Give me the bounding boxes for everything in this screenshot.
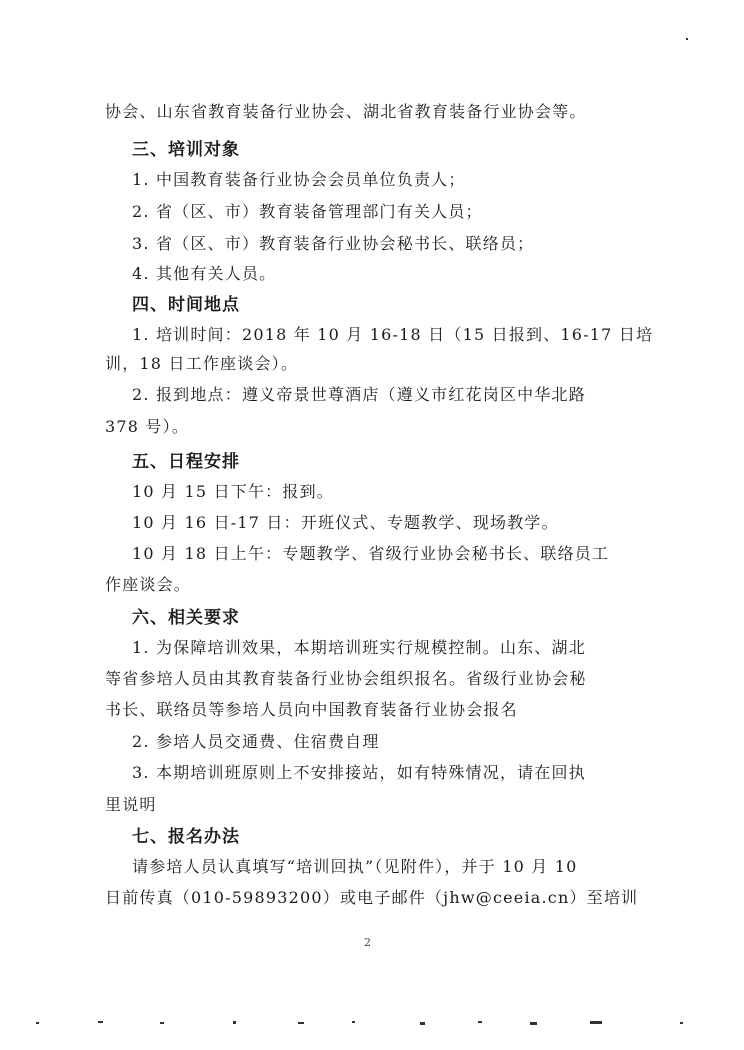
scan-artifact <box>530 1022 537 1025</box>
body-line: 2. 省（区、市）教育装备管理部门有关人员； <box>132 202 483 221</box>
section-heading-registration: 七、报名办法 <box>132 827 240 847</box>
body-line: 等省参培人员由其教育装备行业协会组织报名。省级行业协会秘 <box>105 669 587 688</box>
body-line: 里说明 <box>105 795 157 814</box>
scan-artifact <box>686 38 688 40</box>
scan-artifact <box>590 1021 602 1024</box>
body-line: 作座谈会。 <box>105 575 192 594</box>
body-line: 1. 为保障培训效果，本期培训班实行规模控制。山东、湖北 <box>132 638 586 657</box>
body-line: 10 月 16 日-17 日：开班仪式、专题教学、现场教学。 <box>132 513 559 532</box>
body-line: 训，18 日工作座谈会）。 <box>105 354 299 373</box>
body-line: 3. 省（区、市）教育装备行业协会秘书长、联络员； <box>132 234 535 253</box>
scan-artifact <box>98 1021 103 1023</box>
body-line: 10 月 18 日上午：专题教学、省级行业协会秘书长、联络员工 <box>132 544 610 563</box>
section-heading-time-location: 四、时间地点 <box>132 295 240 315</box>
body-line: 378 号）。 <box>105 417 190 436</box>
scan-artifact <box>680 1022 683 1024</box>
body-line: 2. 参培人员交通费、住宿费自理 <box>132 732 380 751</box>
body-line: 3. 本期培训班原则上不安排接站，如有特殊情况，请在回执 <box>132 763 586 782</box>
section-heading-schedule: 五、日程安排 <box>132 452 240 472</box>
body-line: 1. 中国教育装备行业协会会员单位负责人； <box>132 170 466 189</box>
section-heading-requirements: 六、相关要求 <box>132 608 240 628</box>
body-line: 1. 培训时间：2018 年 10 月 16-18 日（15 日报到、16-17 日培 <box>132 325 654 344</box>
scan-artifact <box>478 1021 482 1023</box>
body-line: 书长、联络员等参培人员向中国教育装备行业协会报名 <box>105 700 518 719</box>
scan-artifact <box>233 1021 236 1024</box>
scan-artifact <box>352 1021 355 1023</box>
body-line: 请参培人员认真填写“培训回执”（见附件），并于 10 月 10 <box>132 857 578 876</box>
section-heading-training-targets: 三、培训对象 <box>132 140 240 160</box>
body-line: 4. 其他有关人员。 <box>132 264 277 283</box>
scan-artifact <box>36 1022 39 1024</box>
body-line: 10 月 15 日下午：报到。 <box>132 482 334 501</box>
scan-artifact <box>298 1022 304 1024</box>
page-number: 2 <box>364 936 371 949</box>
scan-artifact <box>160 1022 164 1024</box>
body-line: 日前传真（010-59893200）或电子邮件（jhw@ceeia.cn）至培训 <box>105 888 639 907</box>
body-line: 协会、山东省教育装备行业协会、湖北省教育装备行业协会等。 <box>105 102 587 121</box>
body-line: 2. 报到地点：遵义帝景世尊酒店（遵义市红花岗区中华北路 <box>132 385 586 404</box>
scan-artifact <box>420 1022 425 1025</box>
